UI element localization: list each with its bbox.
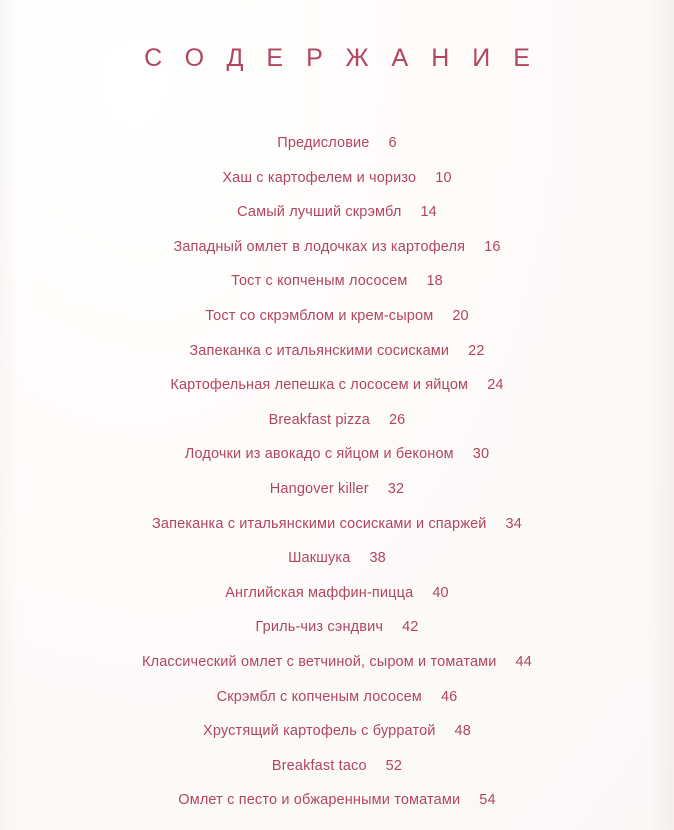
- toc-entry-label: Английская маффин-пицца: [225, 584, 414, 601]
- toc-entry-label: Самый лучший скрэмбл: [237, 204, 402, 221]
- toc-entry[interactable]: [0, 126, 674, 161]
- toc-entry-page-number: 30: [472, 446, 490, 463]
- toc-entry-page-number: 48: [454, 723, 471, 740]
- toc-entry[interactable]: [0, 749, 674, 784]
- toc-entry[interactable]: [0, 299, 674, 334]
- toc-entry-label: Хаш с картофелем и чоризо: [222, 169, 417, 186]
- toc-entry-page-number: 16: [484, 238, 501, 255]
- toc-entry-label: Западный омлет в лодочках из картофеля: [173, 238, 466, 255]
- toc-entry-page-number: 44: [515, 653, 532, 670]
- toc-entry[interactable]: [0, 195, 674, 230]
- toc-entry[interactable]: [0, 264, 674, 299]
- toc-entry-page-number: 54: [479, 792, 496, 809]
- toc-entry[interactable]: [0, 645, 674, 680]
- toc-entry-page-number: 20: [452, 307, 469, 324]
- toc-entry-page-number: 26: [388, 411, 406, 428]
- toc-entry-page-number: 6: [388, 135, 397, 151]
- toc-entry[interactable]: [0, 161, 674, 196]
- toc-entry-page-number: 22: [468, 342, 485, 359]
- page-title: СОДЕРЖАНИЕ: [144, 44, 553, 72]
- toc-entry[interactable]: [0, 507, 674, 542]
- toc-entry-page-number: 42: [402, 619, 419, 636]
- toc-entry-label: Тост с копченым лососем: [231, 273, 408, 290]
- toc-entry-page-number: 38: [369, 550, 386, 567]
- toc-entry[interactable]: [0, 437, 674, 472]
- toc-entry-label: Лодочки из авокадо с яйцом и беконом: [184, 446, 454, 463]
- toc-entry-page-number: 32: [387, 480, 405, 497]
- toc-entry[interactable]: [0, 541, 674, 576]
- toc-entry-page-number: 10: [435, 169, 452, 186]
- toc-entry[interactable]: [0, 610, 674, 645]
- table-of-contents: [0, 126, 674, 818]
- toc-entry-page-number: 34: [505, 515, 522, 532]
- toc-entry[interactable]: [0, 368, 674, 403]
- toc-entry-page-number: 18: [426, 273, 443, 290]
- toc-entry-label: Скрэмбл с копченым лососем: [216, 688, 422, 705]
- toc-entry-label: Омлет с песто и обжаренными томатами: [178, 792, 461, 809]
- toc-entry[interactable]: [0, 334, 674, 369]
- toc-entry-label: Шакшука: [288, 550, 351, 567]
- toc-entry-label: Картофельная лепешка с лососем и яйцом: [170, 377, 469, 394]
- toc-entry-label: Запеканка с итальянскими сосисками: [189, 342, 450, 359]
- toc-entry-page-number: 40: [432, 584, 449, 601]
- toc-entry[interactable]: [0, 403, 674, 438]
- toc-entry-label: Hangover killer: [269, 480, 369, 497]
- toc-entry[interactable]: [0, 472, 674, 507]
- toc-entry-page-number: 52: [385, 757, 403, 774]
- toc-entry-page-number: 14: [420, 204, 437, 221]
- toc-entry[interactable]: [0, 576, 674, 611]
- toc-entry-label: Тост со скрэмблом и крем-сыром: [205, 307, 434, 324]
- toc-entry-label: Гриль-чиз сэндвич: [255, 619, 384, 636]
- toc-entry-label: Breakfast taco: [271, 757, 367, 774]
- toc-entry[interactable]: [0, 714, 674, 749]
- toc-entry[interactable]: [0, 680, 674, 715]
- toc-entry-label: Запеканка с итальянскими сосисками и спаржей: [152, 515, 487, 532]
- toc-entry-page-number: 46: [440, 688, 458, 705]
- toc-entry-label: Хрустящий картофель с бурратой: [203, 723, 436, 740]
- toc-entry-label: Классический омлет с ветчиной, сыром и томатами: [142, 653, 497, 670]
- toc-entry[interactable]: [0, 230, 674, 265]
- toc-entry-label: Breakfast pizza: [268, 411, 370, 428]
- toc-entry[interactable]: [0, 783, 674, 818]
- toc-entry-page-number: 24: [487, 377, 504, 394]
- toc-entry-label: Предисловие: [277, 135, 370, 151]
